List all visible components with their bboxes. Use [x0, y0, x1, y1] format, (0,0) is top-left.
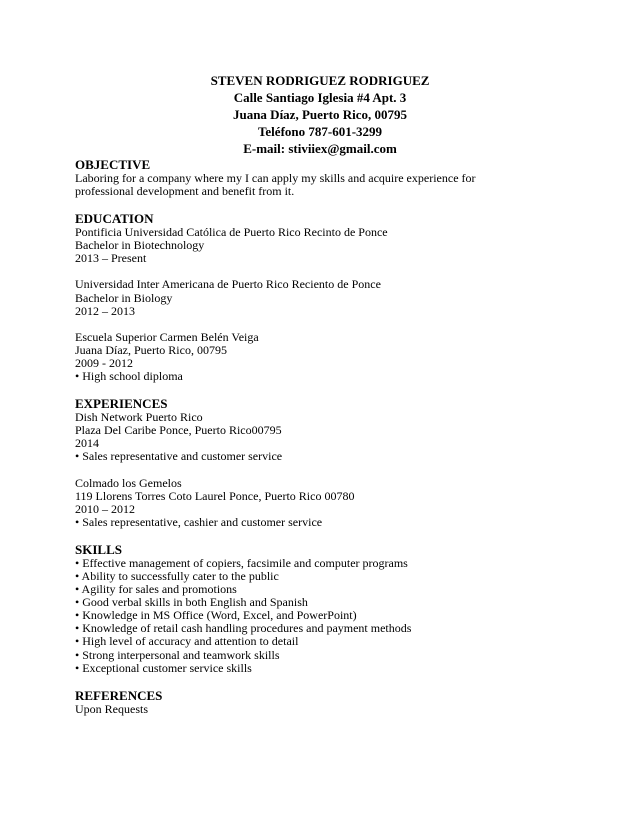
school-location: Juana Díaz, Puerto Rico, 00795 — [75, 342, 227, 357]
dates: 2010 – 2012 — [75, 501, 135, 516]
skill-item: • Knowledge of retail cash handling procedures and payment methods — [75, 621, 412, 636]
contact-header — [0, 72, 638, 157]
dates: 2014 — [75, 436, 99, 451]
experience-entry — [75, 411, 575, 463]
dates: 2012 – 2013 — [75, 303, 135, 318]
bullet-item: • High school diploma — [75, 369, 183, 384]
phone-number: Teléfono 787-601-3299 — [257, 124, 383, 139]
degree: Bachelor in Biotechnology — [75, 238, 205, 253]
skill-item: • High level of accuracy and attention to detail — [75, 634, 299, 649]
school-name: Escuela Superior Carmen Belén Veiga — [75, 329, 259, 344]
address-line-1: Calle Santiago Iglesia #4 Apt. 3 — [233, 90, 407, 105]
objective-text: Laboring for a company where my I can apply my skills and acquire experience for professional development and benefit from it. — [75, 171, 476, 199]
resume-body — [75, 158, 575, 716]
skill-item: • Good verbal skills in both English and Spanish — [75, 595, 308, 610]
skills-section — [75, 543, 575, 675]
education-entry — [75, 331, 575, 383]
school-name: Pontificia Universidad Católica de Puerto Rico Recinto de Ponce — [75, 225, 388, 240]
company-name: Dish Network Puerto Rico — [75, 410, 203, 425]
objective-section — [75, 158, 575, 198]
education-section — [75, 212, 575, 383]
company-address: Plaza Del Caribe Ponce, Puerto Rico00795 — [75, 423, 282, 438]
references-section — [75, 689, 575, 716]
email-address: E-mail: stiviiex@gmail.com — [243, 141, 397, 156]
company-address: 119 Llorens Torres Coto Laurel Ponce, Puerto Rico 00780 — [75, 488, 355, 503]
skill-item: • Ability to successfully cater to the public — [75, 568, 279, 583]
address-line-2: Juana Díaz, Puerto Rico, 00795 — [232, 107, 408, 122]
dates: 2009 - 2012 — [75, 355, 133, 370]
skill-item: • Agility for sales and promotions — [75, 582, 237, 597]
skill-item: • Exceptional customer service skills — [75, 660, 252, 675]
education-entry — [75, 226, 575, 265]
skills-title: SKILLS — [75, 541, 122, 557]
full-name: STEVEN RODRIGUEZ RODRIGUEZ — [210, 73, 430, 88]
experiences-title: EXPERIENCES — [75, 396, 168, 412]
references-text: Upon Requests — [75, 701, 148, 716]
experience-entry — [75, 477, 575, 529]
school-name: Universidad Inter Americana de Puerto Rico Reciento de Ponce — [75, 277, 381, 292]
company-name: Colmado los Gemelos — [75, 475, 182, 490]
education-title: EDUCATION — [75, 211, 154, 227]
skill-item: • Knowledge in MS Office (Word, Excel, and PowerPoint) — [75, 608, 357, 623]
references-title: REFERENCES — [75, 687, 163, 703]
bullet-item: • Sales representative, cashier and customer service — [75, 514, 323, 529]
objective-title: OBJECTIVE — [75, 157, 151, 172]
skill-item: • Strong interpersonal and teamwork skills — [75, 647, 280, 662]
dates: 2013 – Present — [75, 251, 147, 266]
degree: Bachelor in Biology — [75, 290, 173, 305]
bullet-item: • Sales representative and customer service — [75, 449, 283, 464]
education-entry — [75, 278, 575, 317]
skill-item: • Effective management of copiers, facsimile and computer programs — [75, 555, 408, 570]
experiences-section — [75, 397, 575, 529]
